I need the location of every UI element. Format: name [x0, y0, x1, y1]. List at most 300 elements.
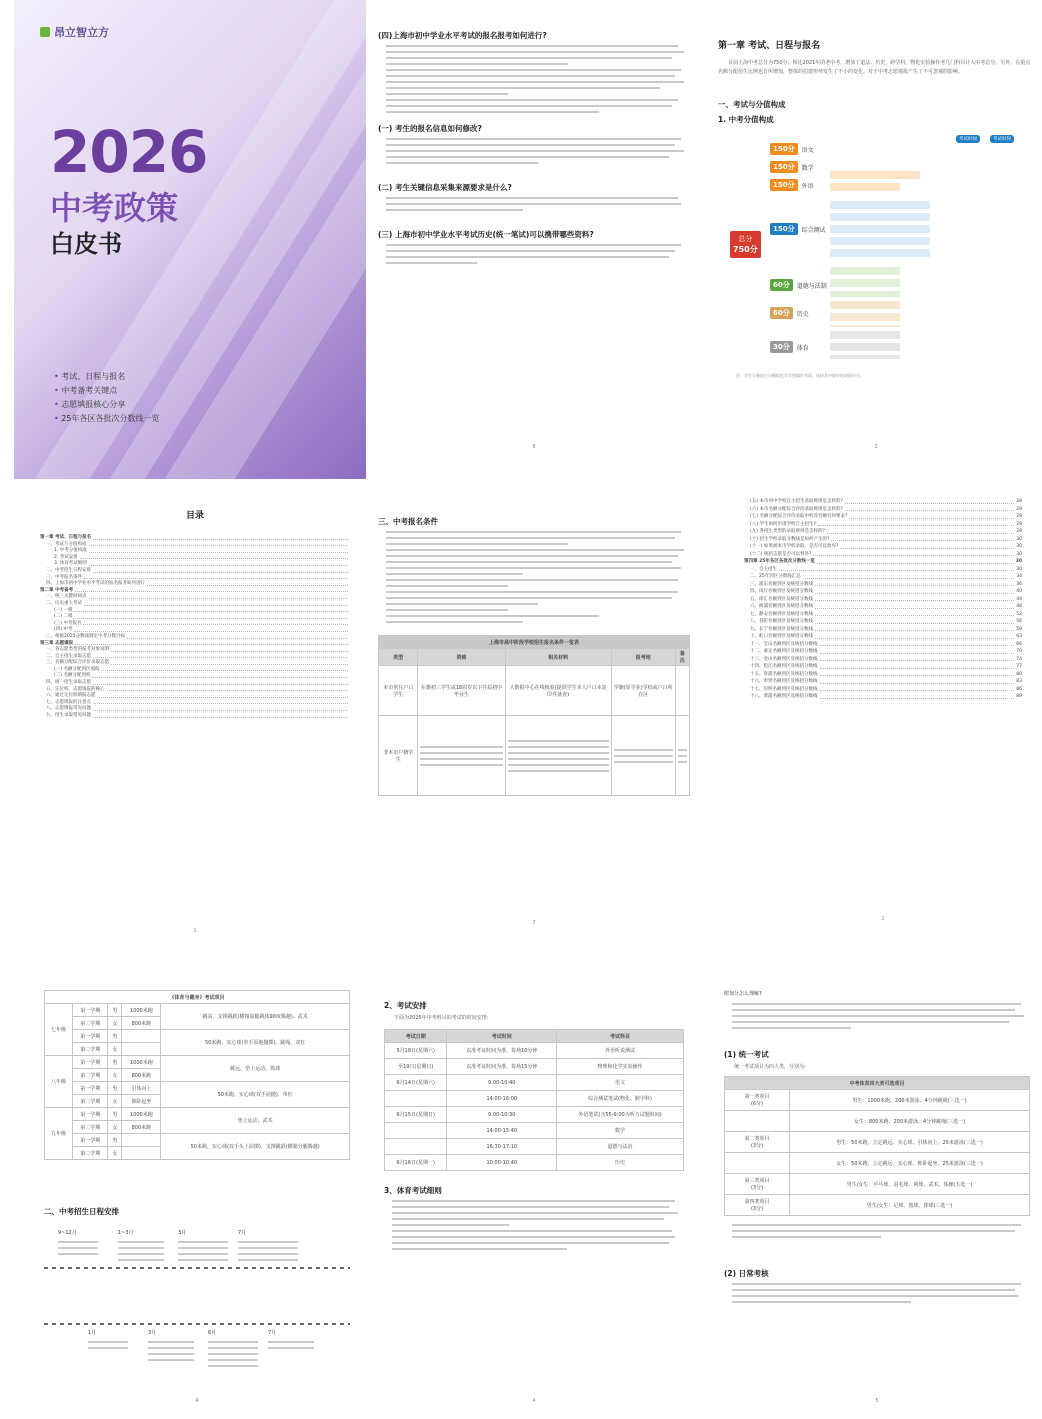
toc-list — [40, 535, 350, 720]
toc-row[interactable] — [40, 634, 350, 641]
toc-leader — [813, 551, 1014, 557]
toc-row[interactable] — [744, 611, 1022, 619]
timeline-month: 3月 — [148, 1330, 157, 1336]
toc-label: 十八、黄浦名额到区及统招分数线 — [750, 694, 818, 699]
toc-row[interactable] — [744, 573, 1022, 581]
toc-label: 四、闵行名额到区及统招分数线 — [750, 589, 813, 594]
toc-leader — [101, 667, 348, 672]
toc-page-number: 30 — [1016, 566, 1022, 572]
table-cell: 800米跑 — [122, 1017, 161, 1030]
table-cell: 第一学期 — [73, 1082, 108, 1095]
table-cell: 第二学期 — [73, 1095, 108, 1108]
table-row — [385, 1075, 684, 1091]
subject-row: 150分 数学 — [770, 161, 814, 173]
toc-title: 目录 — [185, 511, 204, 521]
toc-leader — [111, 660, 348, 665]
table-cell: 50米跑、实心球(双手头上前掷)、支撑跳跃(横箱分腿腾越) — [161, 1134, 350, 1160]
toc-row[interactable] — [744, 626, 1022, 634]
toc-page-number: 44 — [1016, 596, 1022, 602]
table-row — [385, 1107, 684, 1123]
table-cell — [385, 1123, 447, 1139]
toc-leader — [75, 588, 348, 593]
toc-label: 六、杨浦名额到区及统招分数线 — [750, 604, 813, 609]
toc-label: 十三、金山名额到区及统招分数线 — [750, 656, 818, 662]
timeline-axis — [44, 1267, 350, 1269]
section-heading: 一、考试与分值构成 — [718, 100, 786, 109]
timeline-notes — [178, 1237, 228, 1265]
timeline-notes — [58, 1237, 98, 1259]
toc-row[interactable] — [744, 543, 1022, 551]
toc-leader — [127, 634, 348, 639]
timeline-month: 7月 — [268, 1330, 277, 1336]
toc-row[interactable] — [40, 680, 350, 687]
toc-row[interactable] — [40, 713, 350, 720]
timeline-notes — [88, 1337, 128, 1353]
toc-page-number: 48 — [1016, 604, 1022, 609]
cover-subtitle: 白皮书 — [50, 230, 122, 258]
toc-leader — [92, 673, 348, 678]
toc-row[interactable] — [40, 601, 350, 608]
table-cell: 800米跑 — [122, 1121, 161, 1134]
toc-page-number: 66 — [1016, 641, 1022, 647]
table-cell: 仰卧起坐 — [122, 1095, 161, 1108]
table-cell — [418, 716, 505, 796]
cover-title: 中考政策 — [50, 189, 179, 227]
toc-label: 第三章 志愿填报 — [40, 640, 74, 646]
toc-leader — [93, 680, 348, 685]
table-row — [45, 1004, 350, 1017]
table-cell: 跳高、支撑跳跃(横箱屈腿跳体90度腾越)、武术 — [161, 1004, 350, 1030]
table-cell: 6月16日(星期一) — [385, 1155, 447, 1171]
table-cell: 女 — [108, 1147, 122, 1160]
sub-bar — [830, 171, 920, 179]
toc-row[interactable] — [744, 596, 1022, 604]
body-text — [732, 1283, 1030, 1303]
toc-row[interactable] — [40, 568, 350, 575]
table-header: 报考地 — [611, 649, 675, 666]
cover-year: 2026 — [50, 118, 208, 186]
toc-row[interactable] — [744, 588, 1022, 596]
toc-label: (七) 名额分配综合评价录取中校荐名额有何要求? — [750, 514, 848, 519]
table-cell: 6月15日(星期日) — [385, 1107, 447, 1123]
page-number: 3 — [874, 444, 878, 450]
timeline-notes — [118, 1237, 164, 1265]
toc-row[interactable] — [744, 566, 1022, 574]
table-cell: 男生/女生：乒乓球、羽毛球、网球、武术、体操(五选一) — [790, 1174, 1030, 1195]
toc-label: 四、统一招生录取志愿 — [46, 680, 91, 686]
toc-leader — [817, 558, 1014, 564]
toc-row[interactable] — [40, 535, 350, 542]
toc-label: (五) 本市初中学校自主招生录取规则是怎样的? — [750, 499, 843, 504]
question-heading: (一) 考生的报名信息如何修改? — [378, 124, 482, 133]
toc-leader — [831, 536, 1014, 542]
toc-row[interactable] — [744, 603, 1022, 611]
toc-label: 第四章 25年各区各批次分数线一览 — [744, 559, 815, 564]
table-cell: 男 — [108, 1004, 122, 1017]
body-text — [386, 138, 690, 164]
toc-row[interactable] — [744, 678, 1022, 686]
exam-structure-page — [718, 26, 1034, 456]
toc-row[interactable] — [40, 608, 350, 615]
category-cell: 第二类项目 (3分) — [725, 1132, 790, 1153]
toc-label: 五、徐汇名额到区及统招分数线 — [750, 596, 813, 602]
section-heading: 二、中考招生日程安排 — [44, 1207, 119, 1216]
toc-label: (六) 本市名额分配综合评价录取规则是怎样的? — [750, 506, 843, 512]
table-cell: 男 — [108, 1056, 122, 1069]
toc-row[interactable] — [744, 656, 1022, 664]
brand-logo: 昂立智立方 — [40, 24, 109, 40]
toc-row[interactable] — [744, 671, 1022, 679]
toc-page-number: 83 — [1016, 679, 1022, 684]
toc-label: (二) 二模 — [54, 614, 73, 620]
table-cell: 第二学期 — [73, 1043, 108, 1056]
toc-row[interactable] — [40, 627, 350, 634]
toc-row[interactable] — [40, 660, 350, 667]
table-cell: 50米跑、实心球(双手前抛)、单杠 — [161, 1082, 350, 1108]
subject-row: 150分 外语 — [770, 179, 814, 191]
body-text — [386, 45, 690, 113]
column-header: 考试时间 — [990, 135, 1014, 143]
table-header: 考试日期 — [385, 1030, 447, 1043]
table-cell — [385, 1139, 447, 1155]
cover-bullet: • 25年各区各批次分数线一览 — [54, 412, 159, 426]
toc-page-number: 40 — [1016, 589, 1022, 594]
toc-row[interactable] — [744, 513, 1022, 521]
toc-page-number: 86 — [1016, 686, 1022, 692]
table-cell: 垫上运动、武术 — [161, 1108, 350, 1134]
table-cell: 引体向上 — [122, 1082, 161, 1095]
table-title: 中考体育四大类可选项目 — [725, 1077, 1030, 1090]
timeline-month: 1~3月 — [118, 1230, 134, 1236]
toc-leader — [93, 535, 348, 540]
sub-bars — [830, 201, 930, 261]
table-cell: 1000米跑 — [122, 1004, 161, 1017]
table-cell — [385, 1091, 447, 1107]
table-cell: 第二学期 — [73, 1147, 108, 1160]
toc-label: 2. 考试安排 — [54, 554, 78, 560]
section-text: 统一考试项目为四大类，分别为: — [734, 1064, 806, 1070]
table-header: 备注 — [675, 649, 689, 666]
table-cell: 男 — [108, 1134, 122, 1147]
toc-row[interactable] — [40, 548, 350, 555]
grade-cell: 七年级 — [45, 1004, 73, 1056]
subject-row: 60分 道德与法制 — [770, 279, 827, 291]
subject-row: 150分 综合测试 — [770, 223, 826, 235]
table-cell: 50米跑、实心球(单手原地抛掷)、跳绳、双杠 — [161, 1030, 350, 1056]
toc-label: (十一) 如果被本市学校录取，是否可以放弃? — [750, 544, 839, 549]
body-text — [386, 531, 690, 623]
toc-leader — [827, 528, 1014, 534]
registration-page — [378, 26, 690, 456]
table-cell: 9:00-10:40 — [447, 1075, 557, 1091]
table-row — [45, 1134, 350, 1147]
toc-row[interactable] — [744, 558, 1022, 566]
page-number: 4 — [532, 1398, 536, 1404]
subject-row: 60分 历史 — [770, 307, 809, 319]
toc-leader — [815, 588, 1014, 594]
toc-leader — [89, 561, 348, 566]
toc-label: 五、定位校、志愿填报的核心 — [46, 686, 105, 692]
toc-row[interactable] — [40, 594, 350, 601]
toc-row[interactable] — [744, 581, 1022, 589]
conditions-table — [378, 635, 690, 796]
table-cell: 第一学期 — [73, 1004, 108, 1017]
table-row — [725, 1195, 1030, 1216]
toc-page-number: 29 — [1016, 521, 1022, 527]
sub-bars — [830, 331, 900, 359]
toc-page-number: 56 — [1016, 619, 1022, 624]
toc-label: 十七、崇明名额到区及统招分数线 — [750, 686, 818, 692]
toc-page-number: 36 — [1016, 581, 1022, 587]
cover-bullet: • 志愿填报核心分享 — [54, 398, 159, 412]
timeline-month: 9~12月 — [58, 1230, 77, 1236]
table-cell — [505, 716, 611, 796]
page-number: 1 — [193, 928, 197, 934]
toc-row[interactable] — [744, 663, 1022, 671]
table-cell: 第一学期 — [73, 1108, 108, 1121]
toc-label: 一、各志愿类型的报考对象说明 — [46, 647, 109, 653]
toc-label: 八、志愿填报常见问题 — [46, 706, 91, 712]
toc-label: 三、根据2025分数线制定中考分数目标 — [46, 633, 125, 639]
toc-row[interactable] — [40, 647, 350, 654]
score-chart — [718, 135, 1034, 385]
toc-leader — [820, 641, 1015, 647]
table-cell — [122, 1043, 161, 1056]
pe-categories-page — [724, 990, 1030, 1410]
toc-leader — [93, 713, 348, 718]
cover-bullet-list — [54, 370, 159, 426]
toc-label: 一、自主招生 — [750, 566, 777, 572]
table-cell: 在籍初三学生或18周岁以下往届初中毕业生 — [418, 666, 505, 716]
pe-items-page — [44, 990, 350, 1410]
toc-label: (一) 一模 — [54, 607, 73, 613]
toc-label: (三) 中考报名 — [54, 620, 82, 626]
toc-page-number: 30 — [1016, 536, 1022, 542]
table-header: 类型 — [379, 649, 418, 666]
table-header: 考试时间 — [447, 1030, 557, 1043]
toc-leader — [89, 542, 349, 547]
section-heading: 3、体育考试细则 — [384, 1186, 442, 1195]
toc-row[interactable] — [744, 506, 1022, 514]
table-cell: 女生：50米跑、立定跳远、实心球、仰卧起坐、25米游泳(三选一) — [790, 1153, 1030, 1174]
table-row — [725, 1090, 1030, 1111]
section-heading: (1) 统一考试 — [724, 1050, 769, 1059]
toc-row[interactable] — [744, 528, 1022, 536]
toc-leader — [89, 548, 348, 553]
page-number: 2 — [881, 916, 885, 922]
table-row — [385, 1059, 684, 1075]
page-number: 7 — [532, 920, 536, 926]
toc-row[interactable] — [744, 641, 1022, 649]
chapter-intro: 目前上海中考总分为750分，相比2021年的老中考，增加了道法、历史、跨学科、物化实验操作考几门科目计入中考总分。另外，在重点名额分配招生比例也有所增加，整体的招建形势发生了不小的变化。对于中考志愿填报产生了不可忽视的影响。 — [718, 60, 1031, 75]
toc-page-number: 52 — [1016, 611, 1022, 617]
subject-row: 30分 体育 — [770, 341, 809, 353]
toc-label: 第一章 考试、日程与报名 — [40, 535, 92, 540]
table-row — [725, 1153, 1030, 1174]
toc-row[interactable] — [744, 521, 1022, 529]
table-row — [385, 1123, 684, 1139]
section-heading: (2) 日常考核 — [724, 1269, 769, 1278]
timeline-notes — [148, 1337, 194, 1365]
table-cell: 5月18日(星期六) — [385, 1043, 447, 1059]
table-cell: 男生：50米跑、立定跳远、实心球、引体向上、25米游泳(三选一) — [790, 1132, 1030, 1153]
toc-label: 九、长宁名额到区及统招分数线 — [750, 626, 813, 632]
toc-page-number: 89 — [1016, 694, 1022, 699]
toc-leader — [820, 671, 1015, 677]
toc-label: 七、静安名额到区及统招分数线 — [750, 611, 813, 617]
table-cell: 女 — [108, 1043, 122, 1056]
table-row — [45, 1108, 350, 1121]
sub-bars — [830, 301, 900, 327]
category-cell: 第三类项目 (3分) — [725, 1174, 790, 1195]
toc-page-number: 63 — [1016, 634, 1022, 639]
toc-label: 九、招生录取常见问题 — [46, 713, 91, 719]
toc-leader — [107, 687, 349, 692]
exam-schedule-table — [384, 1029, 684, 1171]
table-row — [385, 1091, 684, 1107]
chart-note: 注：学生可参加过历模拟化学实验操作考试，选择其中较好的成绩计分。 — [736, 373, 864, 378]
table-cell: 语文 — [557, 1075, 684, 1091]
toc-leader — [815, 633, 1014, 639]
table-cell: 本市常住户口学生 — [379, 666, 418, 716]
toc-label: (一) 名额分配到区填报 — [54, 666, 100, 672]
toc-page-number: 74 — [1016, 656, 1022, 662]
table-cell: 800米跑 — [122, 1069, 161, 1082]
timeline-month: 7月 — [238, 1230, 247, 1236]
toc-row[interactable] — [744, 551, 1022, 559]
toc-page-number: 30 — [1016, 551, 1022, 557]
toc-label: 第二章 中考备考 — [40, 587, 74, 593]
pe-categories-table — [724, 1076, 1030, 1216]
toc-leader — [815, 611, 1014, 617]
table-cell: 男 — [108, 1108, 122, 1121]
toc-label: 十二、嘉定名额到区及统招分数线 — [750, 649, 818, 654]
toc-label: (十二) 统招志愿是否可以替补? — [750, 551, 812, 557]
table-cell — [675, 716, 689, 796]
toc-label: 十、虹口名额到区及统招分数线 — [750, 634, 813, 639]
table-header: 考试科目 — [557, 1030, 684, 1043]
toc-page-number: 29 — [1016, 529, 1022, 534]
table-cell: 第二学期 — [73, 1069, 108, 1082]
toc-leader — [815, 581, 1014, 587]
table-cell: 第二学期 — [73, 1121, 108, 1134]
toc-label: 三、名额分配综合评价录取志愿 — [46, 660, 109, 666]
toc-page-number: 30 — [1016, 544, 1022, 549]
question-heading: (三) 上海市初中学业水平考试历史(统一笔试)可以携带哪些资料? — [378, 230, 594, 239]
toc-leader — [93, 700, 348, 705]
table-cell: 女生：800米跑、200米游泳、4分钟跳绳(三选一) — [790, 1111, 1030, 1132]
toc-row[interactable] — [40, 581, 350, 588]
toc-label: (二) 名额分配到校 — [54, 673, 91, 679]
toc-leader — [93, 654, 348, 659]
body-text — [392, 1200, 684, 1250]
toc-leader — [83, 621, 348, 626]
grade-cell: 九年级 — [45, 1108, 73, 1160]
toc-leader — [93, 568, 348, 573]
toc-row[interactable] — [744, 686, 1022, 694]
table-cell — [611, 716, 675, 796]
toc-label: (四) 中考 — [54, 627, 73, 633]
table-cell — [122, 1030, 161, 1043]
toc-row[interactable] — [744, 498, 1022, 506]
toc-row[interactable] — [744, 648, 1022, 656]
toc-leader — [779, 566, 1014, 572]
section-heading: 三、中考报名条件 — [378, 517, 438, 526]
table-cell: 以准考证时间为准，每场15分钟 — [447, 1059, 557, 1075]
page-number: 4 — [195, 1398, 199, 1404]
toc-leader — [818, 521, 1014, 527]
table-cell: 第一学期 — [73, 1134, 108, 1147]
table-cell: 6月14日(星期六) — [385, 1075, 447, 1091]
toc-row[interactable] — [40, 561, 350, 568]
toc-leader — [815, 626, 1014, 632]
subsection-heading: 1. 中考分值构成 — [718, 115, 774, 124]
toc-row[interactable] — [40, 693, 350, 700]
toc-page-number: 29 — [1016, 506, 1022, 512]
toc-label: 十四、松江名额到区及统招分数线 — [750, 664, 818, 669]
table-cell: 女 — [108, 1121, 122, 1134]
page-number: 5 — [875, 1398, 879, 1404]
toc-label: 3. 体育考试细则 — [54, 561, 87, 567]
toc-leader — [803, 573, 1015, 579]
table-cell: 女 — [108, 1095, 122, 1108]
table-cell: 男 — [108, 1030, 122, 1043]
table-cell: 9:00-10:30 — [447, 1107, 557, 1123]
toc-row[interactable] — [744, 536, 1022, 544]
toc-label: 二、中考招生日程安排 — [46, 567, 91, 573]
toc-leader — [74, 627, 348, 632]
toc-leader — [820, 663, 1015, 669]
table-row — [385, 1043, 684, 1059]
toc-leader — [74, 614, 348, 619]
toc-row[interactable] — [744, 693, 1022, 701]
toc-row[interactable] — [40, 614, 350, 621]
timeline-axis — [44, 1323, 350, 1325]
table-cell: 第二学期 — [73, 1017, 108, 1030]
toc-leader — [820, 686, 1015, 692]
table-cell: 数学 — [557, 1123, 684, 1139]
table-cell: 16:30-17:10 — [447, 1139, 557, 1155]
table-cell — [122, 1147, 161, 1160]
table-row — [725, 1174, 1030, 1195]
timeline-month: 1月 — [88, 1330, 97, 1336]
toc-leader — [849, 513, 1014, 519]
section-heading: (四)上海市初中学业水平考试的报名报考如何进行? — [378, 31, 547, 40]
toc-row[interactable] — [744, 633, 1022, 641]
schedule-timeline — [44, 1227, 350, 1387]
toc-label: 三、浦东名额到区及统招分数线 — [750, 581, 813, 587]
toc-label: 十六、奉贤名额到区及统招分数线 — [750, 679, 818, 684]
table-title: 上海市高中阶段学校招生报名条件一览表 — [379, 636, 690, 649]
toc-label: (九) 各招生类型的录取规则是怎样的? — [750, 529, 825, 534]
toc-row[interactable] — [744, 618, 1022, 626]
table-cell: 男生/女生：足球、篮球、排球(三选一) — [790, 1195, 1030, 1216]
table-cell: 女 — [108, 1017, 122, 1030]
table-cell: 物理和化学实验操作 — [557, 1059, 684, 1075]
cover-bullet: • 中考备考关键点 — [54, 384, 159, 398]
toc-leader — [845, 498, 1014, 504]
sub-bar — [830, 183, 900, 191]
cube-icon — [40, 27, 50, 37]
column-header: 考试时间 — [956, 135, 980, 143]
timeline-month: 6月 — [208, 1330, 217, 1336]
table-cell: 第一学期 — [73, 1030, 108, 1043]
toc-leader — [845, 506, 1014, 512]
toc-row[interactable] — [40, 621, 350, 628]
toc-leader — [75, 641, 348, 646]
toc-leader — [84, 575, 348, 580]
toc-label: (八) 学生如何申请学校自主招生? — [750, 521, 816, 527]
